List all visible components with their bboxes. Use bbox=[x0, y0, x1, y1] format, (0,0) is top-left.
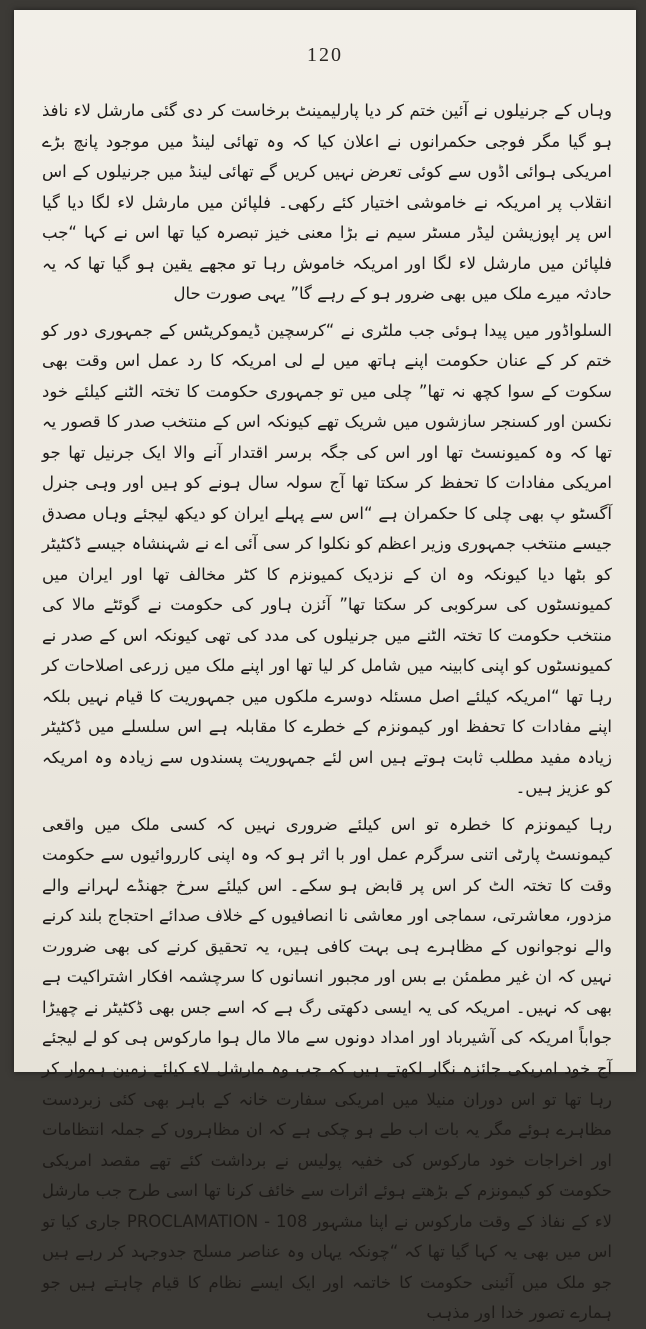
paragraph: السلواڈور میں پیدا ہوئی جب ملٹری نے “کرسچین ڈیموکریٹس کے جمہوری دور کو ختم کر کے عنان حکومت اپنے ہاتھ میں لے لی امریکہ کا رد عمل اس وقت بھی سکوت کے سوا کچھ نہ تھا” چلی میں تو جمہوری حکومت کا تختہ الٹنے کیلئے خود نکسن اور کسنجر سازشوں میں شریک تھے کیونکہ اس کے منتخب صدر کا قصور یہ تھا کہ وہ کمیونسٹ تھا اور اس کی جگہ برسر اقتدار آنے والا ایک جرنیل تھا جو امریکی مفادات کا تحفظ کر سکتا تھا آج سولہ سال ہونے کو ہیں اور وہی جنرل آگسٹو پ بھی چلی کا حکمران ہے “اس سے پہلے ایران کو دیکھ لیجئے وہاں مصدق جیسے منتخب جمہوری وزیر اعظم کو نکلوا کر سی آئی اے نے شہنشاہ جیسے ڈکٹیٹر کو بٹھا دیا کیونکہ وہ ان کے نزدیک کمیونزم کا کٹر مخالف تھا اور ایران میں کمیونسٹوں کی سرکوبی کر سکتا تھا” آئزن ہاور کی حکومت نے گوئٹے مالا کی منتخب حکومت کا تختہ الٹنے میں جرنیلوں کی مدد کی تھی کیونکہ اس کے صدر نے کمیونسٹوں کو اپنی کابینہ میں شامل کر لیا تھا اور اپنے ملک میں زرعی اصلاحات کر رہا تھا “امریکہ کیلئے اصل مسئلہ دوسرے ملکوں میں جمہوریت کا قیام نہیں بلکہ اپنے مفادات کا تحفظ اور کیمونزم کے خطرے کا مقابلہ ہے اس سلسلے میں ڈکٹیٹر زیادہ مفید مطلب ثابت ہوتے ہیں اس لئے جمہوریت پسندوں سے زیادہ وہ امریکہ کو عزیز ہیں۔ bbox=[42, 320, 612, 798]
page-body-text bbox=[42, 96, 612, 1329]
book-page bbox=[14, 10, 636, 1323]
paragraph: رہا کیمونزم کا خطرہ تو اس کیلئے ضروری نہیں کہ کسی ملک میں واقعی کیمونسٹ پارٹی اتنی سرگرم عمل اور با اثر ہو کہ وہ اپنی کارروائیوں سے حکومت وقت کا تختہ الٹ کر اس پر قابض ہو سکے۔ اس کیلئے سرخ جھنڈے لہرانے والے مزدور، معاشرتی، سماجی اور معاشی نا انصافیوں کے خلاف صدائے احتجاج بلند کرنے والے نوجوانوں کے مظاہرے ہی بہت کافی ہیں، یہ تحقیق کرنے کی بھی ضرورت نہیں کہ ان غیر مطمئن بے بس اور مجبور انسانوں کا سرچشمہ افکار اشتراکیت ہے بھی کہ نہیں۔ امریکہ کی یہ ایسی دکھتی رگ ہے کہ اسے جس بھی ڈکٹیٹر نے چھیڑا جواباً امریکہ کی آشیرباد اور امداد دونوں سے مالا مال ہوا مارکوس ہی کو لے لیجئے آج خود امریکی جائزہ نگار لکھتے ہیں کہ جب وہ مارشل لاء کیلئے زمین ہموار کر رہا تھا تو اس دوران منیلا میں امریکی سفارت خانہ کے باہر بھی کئی زبردست مظاہرے ہوئے مگر یہ بات اب طے ہو چکی ہے کہ ان مظاہروں کے جملہ انتظامات اور اخراجات خود مارکوس کی خفیہ پولیس نے برداشت کئے تھے مقصد امریکی حکومت کو کیمونزم کے بڑھتے ہوئے اثرات سے خائف کرنا تھا اسی طرح جب مارشل لاء کے نفاذ کے وقت مارکوس نے اپنا مشہور PROCLAMATION - 108 جاری کیا تو اس میں بھی یہ کہا گیا تھا کہ “چونکہ یہاں وہ عناصر مسلح جدوجہد کر رہے ہیں جو ملک میں آئینی حکومت کا خاتمہ اور ایک ایسے نظام کا قیام چاہتے ہیں جو ہمارے تصور خدا اور مذہب bbox=[42, 814, 612, 1323]
page-number: 120 bbox=[307, 44, 343, 66]
paragraph: وہاں کے جرنیلوں نے آئین ختم کر دیا پارلیمینٹ برخاست کر دی گئی مارشل لاء نافذ ہو گیا مگر فوجی حکمرانوں نے اعلان کیا کہ وہ تھائی لینڈ میں موجود پانچ بڑے امریکی ہوائی اڈوں سے کوئی تعرض نہیں کریں گے تھائی لینڈ میں جرنیلوں کے اس انقلاب پر امریکہ نے خاموشی اختیار کئے رکھی۔ فلپائن میں مارشل لاء لگا دیا گیا اس پر اپوزیشن لیڈر مسٹر سیم نے بڑا معنی خیز تبصرہ کیا تھا اس نے کہا “جب فلپائن میں مارشل لاء لگا اور امریکہ خاموش رہا تو مجھے یقین ہو گیا تھا کہ یہ حادثہ میرے ملک میں بھی ضرور ہو کے رہے گا” یہی صورت حال bbox=[42, 101, 612, 304]
